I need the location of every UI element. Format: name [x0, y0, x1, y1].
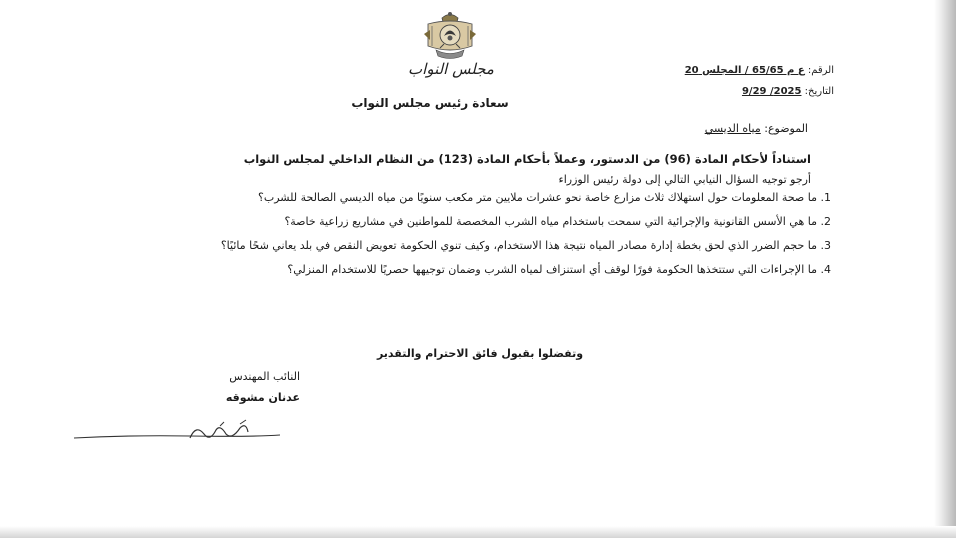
reference-number-line: [685, 60, 834, 81]
addressee: سعادة رئيس مجلس النواب: [351, 96, 509, 110]
subject-line: [705, 122, 808, 135]
request-line: أرجو توجيه السؤال النيابي التالي إلى دولة رئيس الوزراء: [558, 173, 811, 186]
signatory-name: عدنان مشوقه: [225, 391, 300, 404]
scan-edge-right: [934, 0, 956, 538]
question-list: [131, 190, 831, 286]
question-item: 2. ما هي الأسس القانونية والإجرائية التي سمحت باستخدام مياه الشرب المخصصة للمواطنين في مشاريع زراعية خاصة؟: [284, 215, 831, 228]
subject-value: مياه الديسي: [704, 122, 761, 135]
reference-number: ع م 65/65 / المجلس 20: [684, 65, 805, 76]
reference-block: [685, 60, 834, 102]
reference-label: الرقم:: [807, 65, 834, 76]
signatory-title: النائب المهندس: [229, 370, 300, 383]
closing-line: وتفضلوا بقبول فائق الاحترام والتقدير: [376, 347, 584, 360]
jordan-crest-icon: [422, 10, 478, 62]
institution-title: مجلس النواب: [408, 60, 494, 78]
date-label: التاريخ:: [804, 86, 834, 97]
subject-label: الموضوع:: [764, 122, 808, 135]
scan-edge-bottom: [0, 526, 956, 538]
handwritten-signature: [70, 416, 290, 446]
question-item: 3. ما حجم الضرر الذي لحق بخطة إدارة مصادر المياه نتيجة هذا الاستخدام، وكيف تنوي الحكومة تعويض النقص في بلد يعاني شحًا مائيًا؟: [220, 239, 831, 252]
legal-basis: استناداً لأحكام المادة (96) من الدستور، وعملاً بأحكام المادة (123) من النظام الداخلي لمجلس النواب: [243, 152, 811, 166]
question-item: 1. ما صحة المعلومات حول استهلاك ثلاث مزارع خاصة نحو عشرات ملايين متر مكعب سنويًا من مياه الديسي الصالحة للشرب؟: [258, 191, 831, 204]
date-line: [685, 81, 834, 102]
date-value: 2025/ 9/29: [741, 86, 802, 97]
question-item: 4. ما الإجراءات التي ستتخذها الحكومة فورًا لوقف أي استنزاف لمياه الشرب وضمان توجيهها حصريًا للاستخدام المنزلي؟: [287, 263, 831, 276]
